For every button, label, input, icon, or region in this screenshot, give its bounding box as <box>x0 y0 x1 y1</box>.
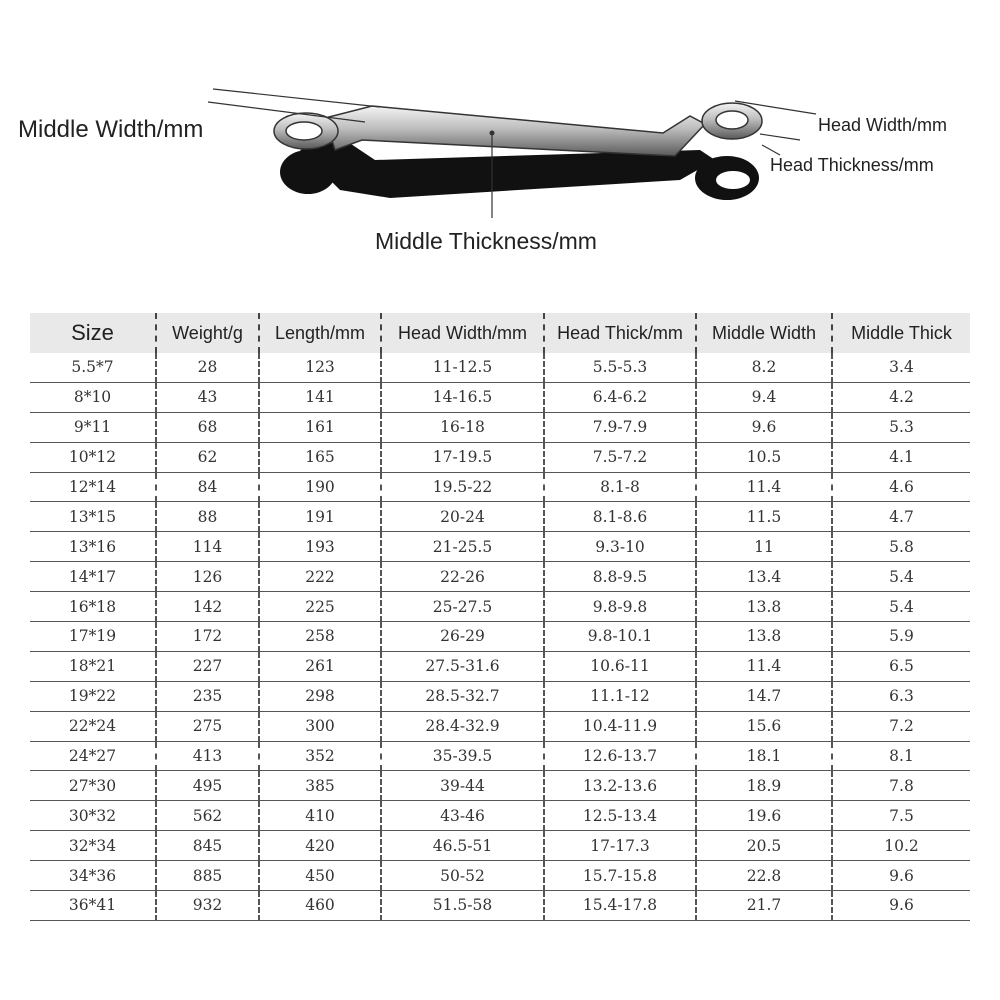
cell-middle-thick: 4.6 <box>832 472 970 502</box>
header-weight: Weight/g <box>156 313 259 353</box>
cell-head-width: 16-18 <box>381 412 544 442</box>
cell-middle-thick: 3.4 <box>832 353 970 382</box>
cell-middle-thick: 7.5 <box>832 801 970 831</box>
header-head-width: Head Width/mm <box>381 313 544 353</box>
table-row <box>30 891 970 921</box>
cell-weight: 495 <box>156 771 259 801</box>
header-size: Size <box>30 313 156 353</box>
header-row <box>30 313 970 353</box>
cell-middle-thick: 9.6 <box>832 861 970 891</box>
cell-middle-width: 13.4 <box>696 562 832 592</box>
cell-length: 385 <box>259 771 381 801</box>
cell-weight: 43 <box>156 382 259 412</box>
cell-weight: 235 <box>156 681 259 711</box>
header-middle-width: Middle Width <box>696 313 832 353</box>
cell-size: 32*34 <box>30 831 156 861</box>
table-row <box>30 442 970 472</box>
cell-length: 191 <box>259 502 381 532</box>
cell-middle-width: 8.2 <box>696 353 832 382</box>
cell-weight: 114 <box>156 532 259 562</box>
cell-length: 300 <box>259 711 381 741</box>
cell-middle-width: 11.5 <box>696 502 832 532</box>
cell-head-thick: 9.8-9.8 <box>544 592 696 622</box>
cell-middle-width: 9.4 <box>696 382 832 412</box>
cell-head-width: 35-39.5 <box>381 741 544 771</box>
cell-size: 24*27 <box>30 741 156 771</box>
cell-head-thick: 15.4-17.8 <box>544 891 696 921</box>
cell-head-width: 50-52 <box>381 861 544 891</box>
cell-middle-width: 11.4 <box>696 472 832 502</box>
cell-head-thick: 13.2-13.6 <box>544 771 696 801</box>
table-row <box>30 831 970 861</box>
cell-head-thick: 9.8-10.1 <box>544 622 696 652</box>
cell-weight: 142 <box>156 592 259 622</box>
cell-length: 410 <box>259 801 381 831</box>
cell-weight: 885 <box>156 861 259 891</box>
middle-point-marker <box>490 131 495 136</box>
table-row <box>30 622 970 652</box>
cell-middle-thick: 4.7 <box>832 502 970 532</box>
cell-weight: 126 <box>156 562 259 592</box>
cell-head-width: 14-16.5 <box>381 382 544 412</box>
cell-head-thick: 10.6-11 <box>544 651 696 681</box>
cell-length: 222 <box>259 562 381 592</box>
cell-head-width: 21-25.5 <box>381 532 544 562</box>
cell-middle-width: 19.6 <box>696 801 832 831</box>
table-row <box>30 382 970 412</box>
cell-length: 141 <box>259 382 381 412</box>
cell-length: 460 <box>259 891 381 921</box>
cell-weight: 275 <box>156 711 259 741</box>
cell-length: 165 <box>259 442 381 472</box>
header-head-thick: Head Thick/mm <box>544 313 696 353</box>
cell-size: 27*30 <box>30 771 156 801</box>
table-row <box>30 651 970 681</box>
cell-middle-width: 18.1 <box>696 741 832 771</box>
cell-weight: 227 <box>156 651 259 681</box>
cell-middle-width: 22.8 <box>696 861 832 891</box>
cell-middle-width: 11 <box>696 532 832 562</box>
cell-length: 352 <box>259 741 381 771</box>
cell-head-width: 22-26 <box>381 562 544 592</box>
cell-size: 34*36 <box>30 861 156 891</box>
cell-middle-thick: 5.8 <box>832 532 970 562</box>
cell-head-thick: 5.5-5.3 <box>544 353 696 382</box>
cell-middle-width: 15.6 <box>696 711 832 741</box>
middle-thickness-label: Middle Thickness/mm <box>375 228 597 254</box>
cell-head-thick: 11.1-12 <box>544 681 696 711</box>
cell-length: 261 <box>259 651 381 681</box>
cell-head-width: 27.5-31.6 <box>381 651 544 681</box>
table-row <box>30 711 970 741</box>
cell-length: 420 <box>259 831 381 861</box>
cell-middle-thick: 5.9 <box>832 622 970 652</box>
cell-size: 5.5*7 <box>30 353 156 382</box>
cell-middle-width: 14.7 <box>696 681 832 711</box>
cell-size: 19*22 <box>30 681 156 711</box>
cell-weight: 845 <box>156 831 259 861</box>
cell-head-thick: 17-17.3 <box>544 831 696 861</box>
cell-size: 10*12 <box>30 442 156 472</box>
cell-weight: 932 <box>156 891 259 921</box>
cell-middle-thick: 7.8 <box>832 771 970 801</box>
cell-middle-thick: 5.4 <box>832 592 970 622</box>
table-row <box>30 562 970 592</box>
cell-head-thick: 8.1-8.6 <box>544 502 696 532</box>
cell-head-thick: 8.1-8 <box>544 472 696 502</box>
header-middle-thick: Middle Thick <box>832 313 970 353</box>
cell-head-thick: 8.8-9.5 <box>544 562 696 592</box>
cell-size: 16*18 <box>30 592 156 622</box>
cell-middle-width: 20.5 <box>696 831 832 861</box>
table-row <box>30 771 970 801</box>
cell-length: 193 <box>259 532 381 562</box>
cell-head-thick: 15.7-15.8 <box>544 861 696 891</box>
cell-weight: 562 <box>156 801 259 831</box>
cell-size: 17*19 <box>30 622 156 652</box>
cell-middle-width: 13.8 <box>696 622 832 652</box>
table-row <box>30 412 970 442</box>
cell-head-width: 26-29 <box>381 622 544 652</box>
cell-head-width: 11-12.5 <box>381 353 544 382</box>
cell-size: 14*17 <box>30 562 156 592</box>
cell-head-width: 19.5-22 <box>381 472 544 502</box>
table-row <box>30 592 970 622</box>
cell-weight: 68 <box>156 412 259 442</box>
cell-weight: 413 <box>156 741 259 771</box>
cell-middle-thick: 7.2 <box>832 711 970 741</box>
cell-middle-thick: 9.6 <box>832 891 970 921</box>
cell-size: 8*10 <box>30 382 156 412</box>
cell-middle-thick: 4.1 <box>832 442 970 472</box>
table-row <box>30 353 970 382</box>
cell-middle-width: 13.8 <box>696 592 832 622</box>
cell-size: 13*15 <box>30 502 156 532</box>
cell-middle-width: 10.5 <box>696 442 832 472</box>
cell-weight: 172 <box>156 622 259 652</box>
cell-middle-thick: 6.3 <box>832 681 970 711</box>
cell-length: 258 <box>259 622 381 652</box>
table-row <box>30 502 970 532</box>
size-spec-table <box>30 313 970 921</box>
cell-length: 161 <box>259 412 381 442</box>
cell-length: 450 <box>259 861 381 891</box>
cell-middle-width: 9.6 <box>696 412 832 442</box>
table-row <box>30 861 970 891</box>
cell-length: 225 <box>259 592 381 622</box>
table-row <box>30 741 970 771</box>
cell-size: 36*41 <box>30 891 156 921</box>
table-row <box>30 472 970 502</box>
cell-weight: 88 <box>156 502 259 532</box>
cell-head-width: 51.5-58 <box>381 891 544 921</box>
cell-size: 22*24 <box>30 711 156 741</box>
cell-head-thick: 12.5-13.4 <box>544 801 696 831</box>
cell-head-width: 28.5-32.7 <box>381 681 544 711</box>
cell-size: 18*21 <box>30 651 156 681</box>
cell-length: 123 <box>259 353 381 382</box>
cell-head-width: 39-44 <box>381 771 544 801</box>
table-row <box>30 532 970 562</box>
cell-size: 9*11 <box>30 412 156 442</box>
cell-head-thick: 7.9-7.9 <box>544 412 696 442</box>
cell-head-thick: 10.4-11.9 <box>544 711 696 741</box>
middle-width-label: Middle Width/mm <box>18 116 204 143</box>
cell-middle-thick: 8.1 <box>832 741 970 771</box>
table-row <box>30 681 970 711</box>
cell-head-thick: 9.3-10 <box>544 532 696 562</box>
cell-size: 30*32 <box>30 801 156 831</box>
table-body <box>30 353 970 920</box>
cell-head-thick: 12.6-13.7 <box>544 741 696 771</box>
cell-length: 190 <box>259 472 381 502</box>
head-width-label: Head Width/mm <box>818 115 948 135</box>
cell-weight: 84 <box>156 472 259 502</box>
cell-weight: 62 <box>156 442 259 472</box>
cell-head-thick: 6.4-6.2 <box>544 382 696 412</box>
cell-size: 13*16 <box>30 532 156 562</box>
cell-middle-thick: 6.5 <box>832 651 970 681</box>
cell-length: 298 <box>259 681 381 711</box>
cell-middle-width: 18.9 <box>696 771 832 801</box>
cell-size: 12*14 <box>30 472 156 502</box>
cell-middle-thick: 4.2 <box>832 382 970 412</box>
cell-middle-width: 21.7 <box>696 891 832 921</box>
cell-head-width: 25-27.5 <box>381 592 544 622</box>
cell-head-width: 43-46 <box>381 801 544 831</box>
cell-middle-thick: 10.2 <box>832 831 970 861</box>
cell-middle-thick: 5.3 <box>832 412 970 442</box>
cell-weight: 28 <box>156 353 259 382</box>
cell-middle-thick: 5.4 <box>832 562 970 592</box>
cell-head-thick: 7.5-7.2 <box>544 442 696 472</box>
head-thickness-label: Head Thickness/mm <box>770 155 934 175</box>
table-row <box>30 801 970 831</box>
table-header <box>30 313 970 353</box>
cell-head-width: 28.4-32.9 <box>381 711 544 741</box>
header-length: Length/mm <box>259 313 381 353</box>
cell-head-width: 20-24 <box>381 502 544 532</box>
wrench-diagram <box>0 0 1000 290</box>
cell-head-width: 17-19.5 <box>381 442 544 472</box>
cell-middle-width: 11.4 <box>696 651 832 681</box>
wrench-shadow <box>280 140 759 200</box>
cell-head-width: 46.5-51 <box>381 831 544 861</box>
